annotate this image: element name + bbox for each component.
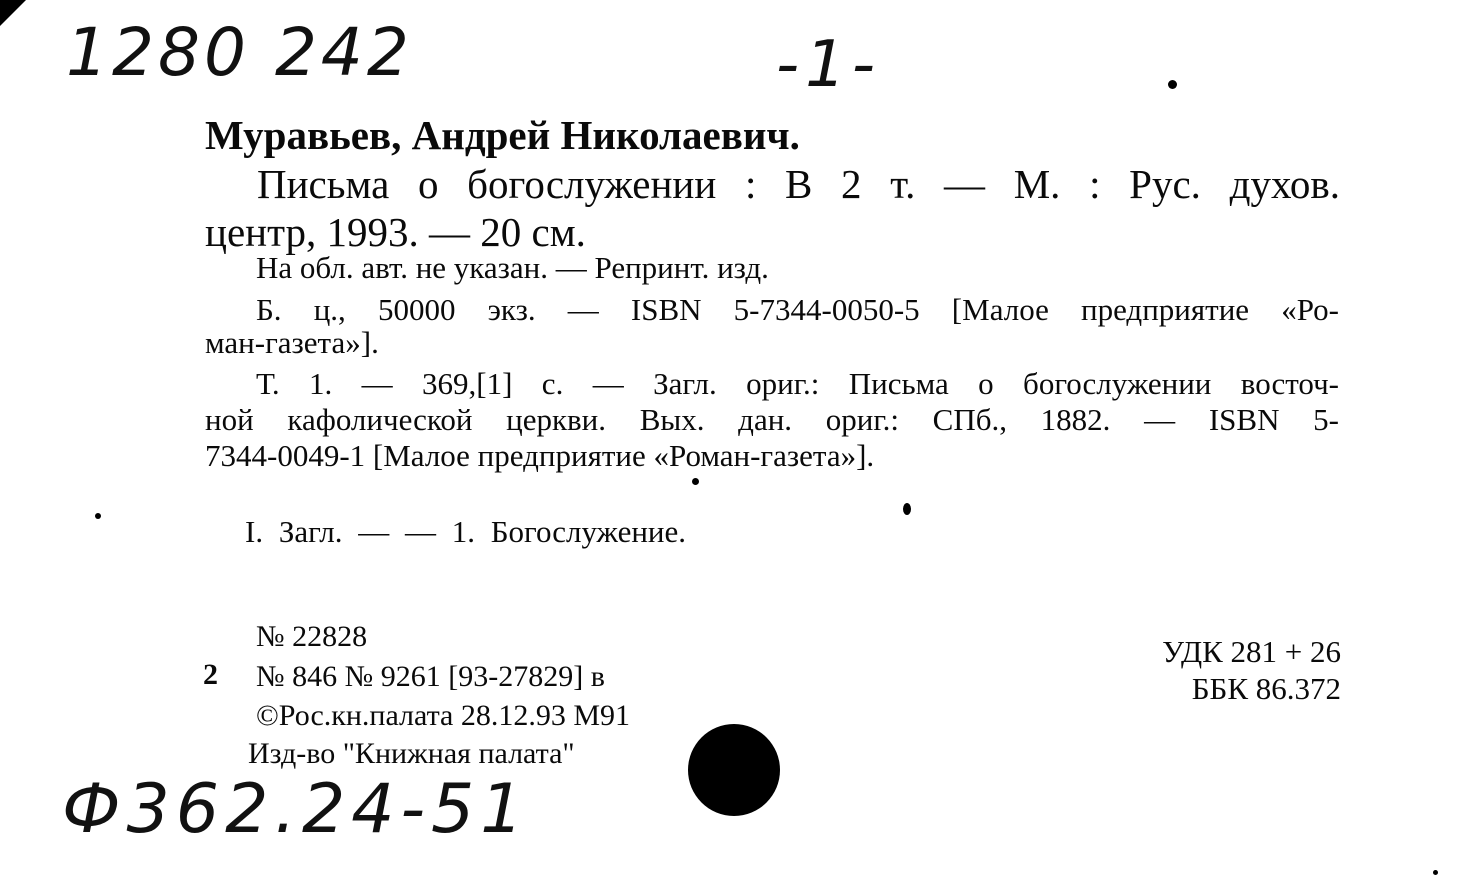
handwritten-shelfmark-top: 1280 242 (66, 14, 413, 91)
imprint-number: 2 (203, 658, 218, 691)
ink-speck (95, 513, 101, 519)
ink-speck (692, 478, 699, 485)
card-corner-mark (0, 0, 26, 26)
imprint-line-3: ©Рос.кн.палата 28.12.93 М91 (256, 699, 631, 732)
volume-line-2: ной кафолической церкви. Вых. дан. ориг.: СПб., 1882. — ISBN 5- (205, 402, 1339, 437)
imprint-line-4: Изд-во "Книжная палата" (248, 737, 575, 770)
title-line-1: Письма о богослужении : В 2 т. — М. : Рус. духов. (257, 161, 1340, 207)
author-heading: Муравьев, Андрей Николаевич. (205, 112, 800, 158)
imprint-line-2: № 846 № 9261 [93-27829] в (256, 660, 605, 693)
note-price-isbn-line-1: Б. ц., 50000 экз. — ISBN 5-7344-0050-5 [Малое предприятие «Ро- (256, 292, 1339, 327)
imprint-line-1: № 22828 (256, 620, 368, 653)
handwritten-shelfmark-bottom: Ф362.24-51 (62, 770, 530, 849)
handwritten-page-marker: -1- (776, 28, 881, 102)
ink-speck (903, 503, 911, 515)
volume-line-3: 7344-0049-1 [Малое предприятие «Роман-газета»]. (205, 438, 875, 473)
punch-hole (688, 724, 780, 816)
udc-code: УДК 281 + 26 (1162, 634, 1341, 669)
title-line-2: центр, 1993. — 20 см. (205, 209, 586, 255)
tracings: I. Загл. — — 1. Богослужение. (245, 514, 687, 549)
note-cover: На обл. авт. не указан. — Репринт. изд. (256, 250, 769, 285)
volume-line-1: Т. 1. — 369,[1] с. — Загл. ориг.: Письма о богослужении восточ- (256, 366, 1339, 401)
note-price-isbn-line-2: ман-газета»]. (205, 325, 379, 360)
ink-speck (1168, 80, 1177, 89)
bbk-code: ББК 86.372 (1191, 671, 1341, 706)
ink-speck (1433, 870, 1438, 875)
